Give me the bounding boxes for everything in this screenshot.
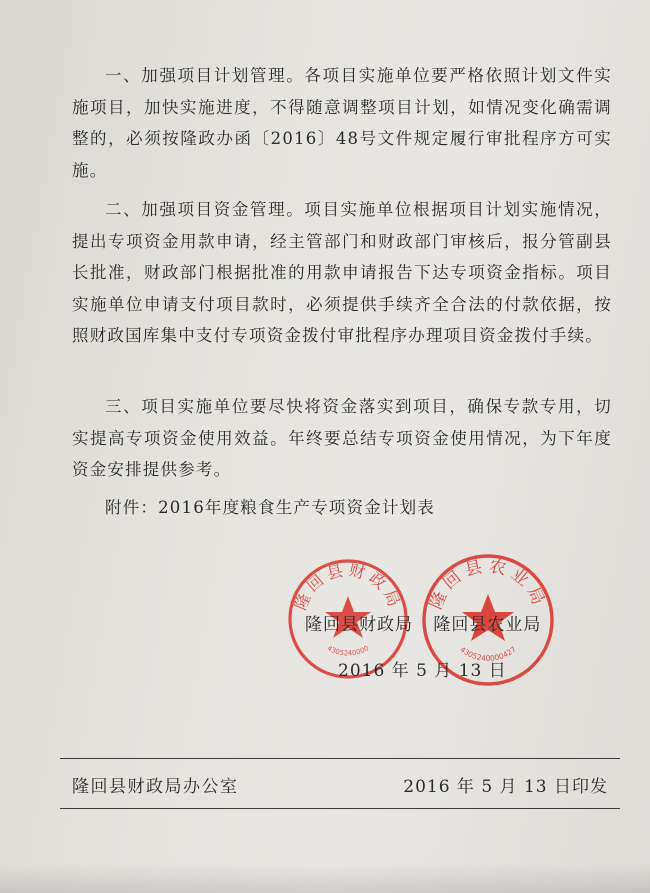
signer-agriculture-bureau: 隆回县农业局: [433, 615, 542, 635]
paragraph-fund-management: 二、加强项目资金管理。项目实施单位根据项目计划实施情况，提出专项资金用款申请，经主管部门和财政部门审核后，报分管副县长批准，财政部门根据批准的用款申请报告下达专项资金指标。项目实施单位申请支付项目款时，必须提供手续齐全合法的付款依据，按照财政国库集中支付专项资金拨付审批程序办理项目资金拨付手续。: [72, 200, 612, 345]
agriculture-seal-code: 4305240000427: [458, 644, 518, 663]
attachment-line: 附件：2016年度粮食生产专项资金计划表: [105, 498, 435, 517]
finance-seal-code: 4305240000: [325, 644, 371, 658]
page-shadow: [0, 863, 650, 893]
paragraph-project-plan: 一、加强项目计划管理。各项目实施单位要严格依照计划文件实施项目，加快实施进度，不得随意调整项目计划，如情况变化确需调整的，必须按隆政办函〔2016〕48号文件规定履行审批程序方可实施。: [72, 66, 612, 180]
footer-bottom-rule: [60, 808, 620, 809]
signer-finance-bureau: 隆回县财政局: [305, 615, 413, 635]
footer-issue-date: 2016 年 5 月 13 日印发: [403, 777, 608, 797]
finance-seal-text: 隆回县财政局: [290, 560, 406, 613]
signers: [305, 610, 555, 635]
signature-date: 2016 年 5 月 13 日: [338, 661, 507, 681]
paragraph-fund-implementation: 三、项目实施单位要尽快将资金落实到项目，确保专款专用，切实提高专项资金使用效益。年终要总结专项资金使用情况，为下年度资金安排提供参考。: [72, 397, 612, 479]
footer-issuer: 隆回县财政局办公室: [72, 777, 239, 797]
agriculture-seal-text: 隆回县农业局: [426, 556, 550, 613]
footer-top-rule: [60, 758, 620, 759]
